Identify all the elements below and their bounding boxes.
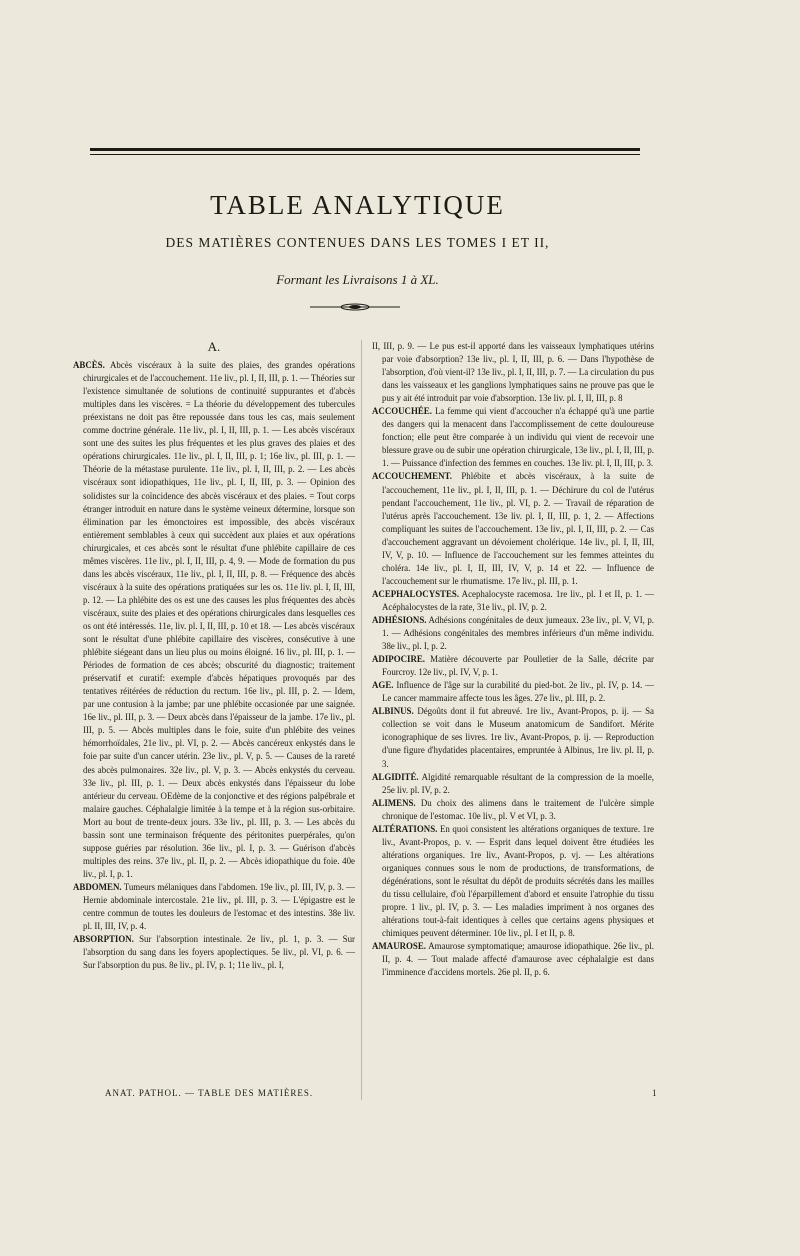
index-entry [372,940,654,979]
entry-text: Phlébite et abcès viscéraux, à la suite de l'accouchement, 11e liv., pl. I, II, III, p. 1. — Déchirure du col de l'utérus pendant l'accouchement, 11e liv., pl. VI, p. 2. — Travail de réparation de l'utérus après l'accouchement. 13e liv. pl. I, II, III, p. 1, 2. — Affections compliquant les suites de l'accouchement. 13e liv., pl. I, II, III, p. 2. — Cas d'accouchement aggravant un dévoiement cholérique. 14e liv., pl. I, II, III, IV, V, p. 10. — Influence de l'accouchement sur les femmes atteintes du choléra. 14e liv., pl. I, II, III, IV, V, p. 14 et 22. — Influence de l'accouchement sur le rhumatisme. 17e liv., pl. III, p. 1. [382,471,654,586]
entry-heading: ALTÉRATIONS. [372,823,438,834]
index-entry [372,823,654,940]
index-entry [372,405,654,470]
right-entries [372,340,654,979]
top-rule-thin [90,154,640,155]
entry-heading: ABCÈS. [73,360,105,371]
footer-running-title: ANAT. PATHOL. — TABLE DES MATIÈRES. [105,1088,314,1098]
ornament-divider [310,302,400,312]
index-entry [372,588,654,614]
entry-text: En quoi consistent les altérations organiques de texture. 1re liv., Avant-Propos, p. v. — Esprit dans lequel doivent être étudiées les altérations organiques. 1re liv., Avant-Propos, p. vj. — Les altérations organiques connues sous le nom de productions, de transformations, de dégénérations, sont le résultat du dépôt de produits sécrétés dans les mailles du tissu cellulaire, d'où l'éparpillement d'abord et ensuite l'atrophie du tissu propre. 1 liv., pl. IV, p. 3. — Les maladies impriment à nos organes des altérations tout-à-fait identiques à celles que certains agens physiques et chimiques peuvent déterminer. 10e liv., pl. I et II, p. 8. [382,823,654,939]
left-entries [73,359,355,972]
entry-heading: ABDOMEN. [73,881,122,892]
top-rule-thick [90,148,640,151]
index-entry [73,359,355,881]
entry-heading: ALBINUS. [372,706,414,717]
index-entry [372,679,654,705]
index-entry [372,340,654,405]
entry-heading: AGE. [372,680,394,691]
entry-text: Tumeurs mélaniques dans l'abdomen. 19e liv., pl. III, IV, p. 3. — Hernie abdominale intercostale. 21e liv., pl. III, p. 3. — L'épigastre est le centre commun de toutes les douleurs de l'estomac et des intestins. 38e liv. pl. II, III, IV, p. 4. [83,881,355,932]
page-title: TABLE ANALYTIQUE [210,190,505,220]
index-entry [372,470,654,587]
entry-text: Algidité remarquable résultant de la compression de la moelle, 25e liv. pl. IV, p. 2. [382,771,654,795]
entry-text: Amaurose symptomatique; amaurose idiopathique. 26e liv., pl. II, p. 4. — Tout malade affecté d'amaurose avec céphalalgie est dans l'imminence d'accidens mortels. 26e pl. II, p. 6. [382,941,654,978]
section-letter: A. [207,339,221,354]
entry-text: Du choix des alimens dans le traitement de l'ulcère simple chronique de l'estomac. 10e liv., pl. V et VI, p. 3. [382,797,655,821]
entry-text: Influence de l'âge sur la curabilité du pied-bot. 2e liv., pl. IV, p. 14. — Le cancer mammaire affecte tous les âges. 27e liv., pl. III, p. 2. [382,680,654,704]
entry-heading: AMAUROSE. [372,941,426,952]
entry-text: Abcès viscéraux à la suite des plaies, des grandes opérations chirurgicales et de l'accouchement. 11e liv., pl. I, II, III, p. 1. — Théories sur l'existence simultanée de solutions de continuité suppurantes et d'abcès multiples dans les viscères. = La théorie du développement des tubercules préexistans ne doit pas être repoussée dans tous les cas, mais seulement comme doctrine générale. 11e liv., pl. I, II, III, p. 1. — Les abcès viscéraux sont une des suites les plus fréquentes et les plus graves des plaies et des opérations chirurgicales. 11e liv., pl. I, II, III, p. 1; 16e liv., pl. III, p. 1. — Théorie de la métastase purulente. 11e liv., pl. I, II, III, p. 2. — Les abcès viscéraux sont idiopathiques, 11e liv., pl. I, II, III, p. 3. — Opinion des solidistes sur la coïncidence des abcès viscéraux et des plaies. = Tout corps étranger introduit en nature dans le système veineux détermine, lorsque son élimination par les émonctoires est impossible, des abcès viscéraux entièrement semblables à ceux qui succèdent aux plaies et aux opérations chirurgicales, et ces abcès sont le résultat d'une phlébite capillaire de ces mêmes viscères. 11e liv., pl. I, II, III, p. 4, 9. — Mode de formation du pus dans les abcès viscéraux, 11e liv., pl. I, II, III, p. 8. — Fréquence des abcès viscéraux à la suite des opérations pratiquées sur les os. 11e liv. pl. I, II, III, p. 12. — La phlébite des os est une des causes les plus fréquentes des abcès viscéraux, suite des plaies et des opérations chirurgicales dans lesquelles ces os ont été intéressés. 11e, liv. pl. I, II, III, p. 10 et 18. — Les abcès viscéraux sont le résultat d'une phlébite capillaire des viscères, consécutive à une phlébite siégeant dans un lieu plus ou moins éloigné. 16 liv., pl. III, p. 1. — Périodes de formation de ces abcès; obscurité du diagnostic; traitement préservatif et curatif: exemple d'abcès hépatiques provoqués par des tentatives réitérées de réduction du rectum. 16e liv., pl. III, p. 2. — Idem, par une contusion à la jambe; par une phlébite occasionée par une saignée. 16e liv., pl. III, p. 3. — Deux abcès dans l'épaisseur de la jambe. 17e liv., pl. III, p. 5. — Abcès multiples dans le foie, suite d'un phlébite des veines hémorrhoïdales, 21e liv., pl. VI, p. 2. — Abcès cancéreux enkystés dans le foie par suite d'un cancer utérin. 23e liv., pl. V, p. 5. — Causes de la rareté des abcès pulmonaires. 32e liv., pl. V, p. 3. — Abcès enkystés du cerveau. 33e liv., pl. III, p. 1. — Deux abcès enkystés dans l'épaisseur du lobe antérieur du cerveau. OEdème de la conjonctive et des régions palpébrale et malaire gauches. Céphalalgie limitée à la tempe et à la région sus-orbitaire. Mort au bout de trente-deux jours. 33e liv., pl. III, p. 3. — Les abcès du bassin sont une terminaison fréquente des péritonites puerpérales, qu'on suppose guéries par résolution. 36e liv., pl. I, p. 3. — Guérison d'abcès multiples des reins. 37e liv., pl. II, p. 2. — Abcès idiopathique du foie. 40e liv., pl. I, p. 1. [83,360,355,879]
index-entry [372,771,654,797]
column-divider [361,340,362,1100]
entry-text: Acephalocyste racemosa. 1re liv., pl. I et II, p. 1. — Acéphalocystes de la rate, 31e liv., pl. IV, p. 2. [382,588,655,612]
left-column [73,340,355,972]
index-entry [372,614,654,653]
entry-heading: ACCOUCHÉE. [372,406,432,417]
entry-heading: ABSORPTION. [73,934,134,945]
index-entry [372,653,654,679]
entry-text: Dégoûts dont il fut abreuvé. 1re liv., Avant-Propos, p. ij. — Sa collection se voit dans le Museum anatomicum de Sandifort. Mérite iconographique de ses livres. 1re liv., Avant-Propos, p. ij. — Reproduction d'une figure d'hydatides placentaires, empruntée à Albinus, 1re liv. pl. II, p. 3. [382,706,655,769]
page-subsubtitle: Formant les Livraisons 1 à XL. [276,272,439,287]
entry-text: La femme qui vient d'accoucher n'a échappé qu'à une partie des dangers qui la menacent dans l'accomplissement de cette douloureuse fonction; elle peut être comparée à un individu qui vient de recevoir une blessure grave ou de subir une opération chirurgicale, 13e liv., pl. I, II, III, p. 1. — Puissance d'infection des femmes en couches. 13e liv. pl. I, II, III, p. 3. [382,406,655,469]
page-subtitle: DES MATIÈRES CONTENUES DANS LES TOMES I ET II, [165,235,550,250]
entry-heading: ADIPOCIRE. [372,654,426,665]
right-column [372,340,654,979]
index-entry [73,881,355,933]
entry-heading: ALIMENS. [372,797,416,808]
entry-text: Adhésions congénitales de deux jumeaux. 23e liv., pl. V, VI, p. 1. — Adhésions congénitales des membres inférieurs d'un même individu. 38e liv., pl. I, p. 2. [382,614,654,652]
entry-heading: ACCOUCHEMENT. [372,471,452,482]
index-entry [73,933,355,972]
entry-heading: ALGIDITÉ. [372,771,419,782]
entry-text: Sur l'absorption intestinale. 2e liv., pl. 1, p. 3. — Sur l'absorption du sang dans les foyers apoplectiques. 5e liv., pl. VI, p. 6. — Sur l'absorption du pus. 8e liv., pl. IV, p. 1; 11e liv., pl. I, [83,934,355,971]
entry-text: Matière découverte par Poulletier de la Salle, décrite par Fourcroy. 12e liv., pl. IV, V, p. 1. [382,654,654,678]
entry-text: II, III, p. 9. — Le pus est-il apporté dans les vaisseaux lymphatiques utérins par voie d'absorption? 13e liv., pl. I, II, III, p. 6. — Dans l'hypothèse de l'absorption, d'où vient-il? 13e liv., pl. I, II, III, p. 7. — La circulation du pus dans les vaisseaux et les ganglions lymphatiques sains ne prouve pas que le pus y ait été introduit par voie d'absorption. 13e liv. pl. I, II, III, p. 8 [372,341,654,404]
index-entry [372,797,654,823]
entry-heading: ACEPHALOCYSTES. [372,588,460,599]
index-entry [372,705,654,770]
entry-heading: ADHÉSIONS. [372,614,427,625]
footer-page-number: 1 [652,1088,657,1098]
